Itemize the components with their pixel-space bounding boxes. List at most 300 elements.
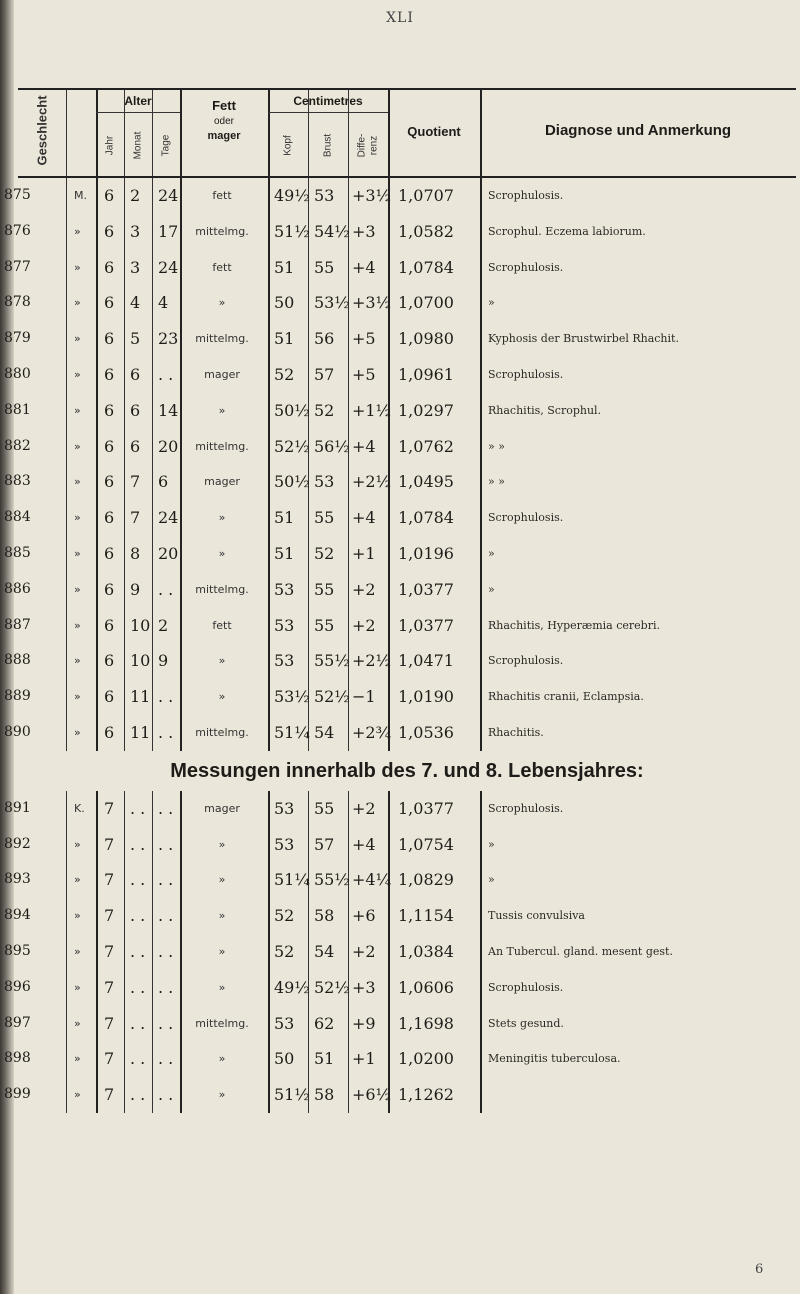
- measurement-table: [4, 88, 796, 1113]
- cell-sex: »: [74, 332, 81, 346]
- cell-m: . .: [130, 941, 146, 961]
- cell-q: 1,0377: [398, 798, 454, 818]
- table-row: [4, 250, 796, 286]
- cell-q: 1,0536: [398, 722, 454, 742]
- cell-q: 1,0784: [398, 508, 454, 528]
- cell-no: 875: [4, 187, 31, 203]
- cell-head: 50: [274, 1049, 295, 1069]
- cell-n: mager: [204, 801, 240, 815]
- cell-no: 881: [4, 401, 31, 418]
- cell-diag: Scrophulosis.: [488, 511, 564, 525]
- cell-m: 3: [130, 221, 141, 241]
- cell-m: 6: [130, 364, 141, 384]
- cell-sex: »: [74, 403, 81, 417]
- cell-diag: An Tubercul. gland. mesent gest.: [488, 944, 673, 958]
- cell-chest: 53: [314, 186, 335, 205]
- cell-d: 24: [158, 257, 179, 277]
- cell-sex: »: [74, 944, 81, 958]
- cell-q: 1,0606: [398, 977, 454, 997]
- cell-y: 7: [104, 870, 115, 890]
- table-row: [4, 679, 796, 715]
- table-row: [4, 898, 796, 934]
- cell-d: . .: [158, 798, 174, 818]
- cell-head: 51¼: [274, 870, 310, 890]
- cell-m: 7: [130, 508, 141, 528]
- cell-d: . .: [158, 906, 174, 926]
- cell-q: 1,1154: [398, 906, 454, 926]
- cell-n: »: [218, 296, 226, 310]
- table-header: [18, 88, 796, 178]
- cell-no: 887: [4, 616, 31, 633]
- cell-n: »: [218, 690, 226, 704]
- cell-sex: »: [74, 618, 81, 632]
- cell-n: »: [218, 654, 226, 668]
- table-row: [4, 429, 796, 465]
- cell-y: 6: [104, 436, 115, 456]
- cell-chest: 55: [314, 508, 335, 528]
- cell-sex: »: [74, 546, 81, 560]
- table-row: [4, 1006, 796, 1042]
- cell-diff: +9: [352, 1013, 376, 1033]
- cell-sex: »: [74, 1016, 81, 1030]
- cell-diff: +2½: [352, 472, 392, 492]
- cell-n: »: [218, 1088, 226, 1102]
- cell-head: 49½: [274, 977, 310, 997]
- cell-n: fett: [212, 618, 232, 632]
- cell-chest: 52: [314, 400, 335, 420]
- cell-y: 6: [104, 579, 115, 599]
- cell-no: 890: [4, 723, 31, 740]
- cell-diff: +2¾: [352, 722, 392, 742]
- cell-head: 53: [274, 798, 295, 818]
- cell-y: 6: [104, 722, 115, 742]
- cell-y: 6: [104, 364, 115, 384]
- cell-diff: +3½: [352, 293, 392, 313]
- cell-n: mager: [204, 367, 240, 381]
- cell-q: 1,0980: [398, 329, 454, 349]
- cell-d: 23: [158, 329, 179, 349]
- cell-diag: Stets gesund.: [488, 1016, 564, 1030]
- cell-chest: 58: [314, 1085, 335, 1105]
- cell-diff: +2½: [352, 651, 392, 671]
- cell-m: . .: [130, 977, 146, 997]
- rows-age-6: [4, 178, 796, 751]
- cell-sex: »: [74, 260, 81, 274]
- cell-head: 51: [274, 257, 295, 277]
- header-head: Kopf: [282, 135, 294, 156]
- cell-q: 1,0377: [398, 615, 454, 635]
- cell-d: . .: [158, 722, 174, 742]
- cell-head: 51½: [274, 221, 310, 241]
- cell-no: 892: [4, 835, 31, 852]
- cell-n: »: [218, 944, 226, 958]
- cell-no: 897: [4, 1014, 31, 1031]
- cell-diag: Scrophulosis.: [488, 367, 564, 381]
- cell-n: mittelmg.: [195, 439, 249, 453]
- cell-m: 5: [130, 329, 141, 349]
- cell-d: . .: [158, 834, 174, 854]
- cell-y: 7: [104, 977, 115, 997]
- cell-diff: +2: [352, 615, 376, 635]
- cell-m: 11: [130, 722, 151, 742]
- cell-diff: +4: [352, 834, 376, 854]
- cell-q: 1,0829: [398, 870, 454, 890]
- cell-sex: »: [74, 475, 81, 489]
- cell-chest: 57: [314, 364, 335, 384]
- cell-diag: Scrophulosis.: [488, 260, 564, 274]
- cell-n: »: [218, 837, 226, 851]
- cell-m: 6: [130, 400, 141, 420]
- cell-diff: +1: [352, 1049, 376, 1069]
- cell-d: . .: [158, 579, 174, 599]
- cell-y: 6: [104, 615, 115, 635]
- cell-q: 1,0297: [398, 400, 454, 420]
- cell-head: 53: [274, 579, 295, 599]
- table-row: [4, 536, 796, 572]
- cell-diag: »: [488, 546, 495, 560]
- cell-m: 8: [130, 543, 141, 563]
- cell-diff: +4: [352, 508, 376, 528]
- cell-no: 886: [4, 580, 31, 597]
- footer-page-number: 6: [755, 1262, 764, 1277]
- header-diff-a: Diffe-: [356, 133, 368, 158]
- header-sex: Geschlecht: [34, 95, 50, 166]
- cell-y: 6: [104, 257, 115, 277]
- cell-m: 10: [130, 615, 151, 635]
- cell-head: 50½: [274, 472, 310, 492]
- cell-diff: +2: [352, 941, 376, 961]
- cell-m: 10: [130, 651, 151, 671]
- cell-no: 879: [4, 330, 31, 347]
- table-row: [4, 285, 796, 321]
- cell-chest: 54½: [314, 221, 350, 241]
- cell-n: mittelmg.: [195, 224, 249, 238]
- table-row: [4, 393, 796, 429]
- cell-q: 1,0961: [398, 364, 454, 384]
- cell-diag: Scrophulosis.: [488, 801, 564, 815]
- table-row: [4, 572, 796, 608]
- cell-y: 6: [104, 293, 115, 313]
- cell-d: . .: [158, 364, 174, 384]
- cell-d: . .: [158, 1013, 174, 1033]
- table-row: [4, 827, 796, 863]
- cell-y: 7: [104, 906, 115, 926]
- cell-diag: Scrophulosis.: [488, 189, 564, 202]
- cell-sex: »: [74, 690, 81, 704]
- cell-head: 52: [274, 906, 295, 926]
- cell-y: 6: [104, 472, 115, 492]
- cell-diag: Tussis convulsiva: [488, 909, 585, 923]
- cell-diff: −1: [352, 687, 376, 707]
- cell-d: . .: [158, 977, 174, 997]
- cell-chest: 53: [314, 472, 335, 492]
- cell-no: 883: [4, 473, 31, 490]
- cell-y: 6: [104, 221, 115, 241]
- cell-diag: »: [488, 873, 495, 887]
- table-row: [4, 715, 796, 751]
- cell-diag: »: [488, 296, 495, 310]
- cell-chest: 55½: [314, 651, 350, 671]
- table-row: [4, 934, 796, 970]
- cell-d: 24: [158, 186, 179, 205]
- cell-q: 1,0384: [398, 941, 454, 961]
- cell-n: mager: [204, 475, 240, 489]
- header-age-day: Tage: [160, 134, 172, 157]
- cell-diag: Kyphosis der Brustwirbel Rhachit.: [488, 332, 679, 346]
- cell-chest: 55: [314, 798, 335, 818]
- table-row: [4, 1041, 796, 1077]
- cell-d: . .: [158, 1049, 174, 1069]
- cell-m: 9: [130, 579, 141, 599]
- table-row: [4, 862, 796, 898]
- cell-d: 20: [158, 543, 179, 563]
- cell-n: fett: [212, 189, 232, 202]
- cell-d: . .: [158, 1085, 174, 1105]
- cell-q: 1,0762: [398, 436, 454, 456]
- cell-diag: »: [488, 582, 495, 596]
- cell-diff: +4¼: [352, 870, 392, 890]
- cell-head: 53: [274, 1013, 295, 1033]
- cell-diag: Scrophulosis.: [488, 654, 564, 668]
- cell-q: 1,1698: [398, 1013, 454, 1033]
- table-row: [4, 608, 796, 644]
- cell-y: 6: [104, 186, 115, 205]
- cell-m: 2: [130, 186, 141, 205]
- cell-q: 1,0707: [398, 186, 454, 205]
- cell-q: 1,0582: [398, 221, 454, 241]
- cell-m: . .: [130, 834, 146, 854]
- cell-diff: +6½: [352, 1085, 392, 1105]
- cell-no: 878: [4, 294, 31, 311]
- cell-sex: K.: [74, 801, 85, 815]
- cell-d: 9: [158, 651, 169, 671]
- cell-diff: +1: [352, 543, 376, 563]
- cell-q: 1,0196: [398, 543, 454, 563]
- cell-m: . .: [130, 906, 146, 926]
- cell-diag: » »: [488, 475, 505, 489]
- cell-n: »: [218, 1052, 226, 1066]
- table-row: [4, 214, 796, 250]
- cell-m: 4: [130, 293, 141, 313]
- cell-sex: »: [74, 837, 81, 851]
- cell-m: 11: [130, 687, 151, 707]
- cell-sex: M.: [74, 189, 87, 202]
- header-nutrition-oder: oder: [213, 116, 234, 127]
- cell-y: 6: [104, 543, 115, 563]
- cell-y: 6: [104, 508, 115, 528]
- table-row: [4, 357, 796, 393]
- cell-chest: 55½: [314, 870, 350, 890]
- cell-sex: »: [74, 909, 81, 923]
- cell-diag: Rhachitis.: [488, 725, 544, 739]
- cell-chest: 62: [314, 1013, 335, 1033]
- cell-chest: 56½: [314, 436, 350, 456]
- cell-no: 885: [4, 544, 31, 561]
- header-age-group: Alter: [124, 94, 152, 108]
- cell-y: 7: [104, 834, 115, 854]
- cell-y: 7: [104, 1085, 115, 1105]
- cell-n: mittelmg.: [195, 725, 249, 739]
- table-row: [4, 970, 796, 1006]
- cell-m: 7: [130, 472, 141, 492]
- cell-diff: +5: [352, 364, 376, 384]
- cell-sex: »: [74, 296, 81, 310]
- cell-head: 51: [274, 329, 295, 349]
- table-row: [4, 643, 796, 679]
- cell-head: 49½: [274, 186, 310, 205]
- table-row: [4, 791, 796, 827]
- cell-chest: 57: [314, 834, 335, 854]
- cell-head: 51¼: [274, 722, 310, 742]
- header-chest: Brust: [322, 133, 334, 158]
- cell-chest: 58: [314, 906, 335, 926]
- cell-diff: +3: [352, 977, 376, 997]
- cell-sex: »: [74, 224, 81, 238]
- cell-m: . .: [130, 1049, 146, 1069]
- cell-diff: +2: [352, 798, 376, 818]
- cell-m: . .: [130, 1085, 146, 1105]
- cell-no: 882: [4, 437, 31, 454]
- cell-sex: »: [74, 725, 81, 739]
- cell-m: . .: [130, 798, 146, 818]
- table-row: [4, 178, 796, 214]
- cell-head: 50: [274, 293, 295, 313]
- cell-n: fett: [212, 260, 232, 274]
- cell-chest: 51: [314, 1049, 335, 1069]
- cell-sex: »: [74, 511, 81, 525]
- cell-diff: +1½: [352, 400, 392, 420]
- cell-diag: Scrophulosis.: [488, 980, 564, 994]
- cell-diff: +3½: [352, 186, 392, 205]
- cell-diag: Rhachitis, Hyperæmia cerebri.: [488, 618, 660, 632]
- cell-q: 1,0784: [398, 257, 454, 277]
- cell-head: 53: [274, 651, 295, 671]
- cell-n: »: [218, 980, 226, 994]
- page-header-number: XLI: [386, 10, 414, 26]
- cell-d: 24: [158, 508, 179, 528]
- cell-m: 6: [130, 436, 141, 456]
- cell-sex: »: [74, 582, 81, 596]
- cell-q: 1,0190: [398, 687, 454, 707]
- cell-head: 53: [274, 834, 295, 854]
- table-row: [4, 464, 796, 500]
- cell-head: 50½: [274, 400, 310, 420]
- cell-no: 891: [4, 799, 31, 816]
- cell-diff: +4: [352, 257, 376, 277]
- header-quotient: Quotient: [407, 124, 461, 139]
- cell-y: 7: [104, 798, 115, 818]
- cell-m: 3: [130, 257, 141, 277]
- cell-y: 7: [104, 941, 115, 961]
- cell-head: 51: [274, 543, 295, 563]
- cell-sex: »: [74, 1052, 81, 1066]
- cell-d: 2: [158, 615, 169, 635]
- cell-n: »: [218, 546, 226, 560]
- cell-n: »: [218, 403, 226, 417]
- cell-n: »: [218, 873, 226, 887]
- header-nutrition-fett: Fett: [212, 98, 236, 113]
- cell-no: 876: [4, 222, 31, 239]
- table-row: [4, 1077, 796, 1113]
- cell-chest: 52½: [314, 977, 350, 997]
- cell-chest: 56: [314, 329, 335, 349]
- header-nutrition-mager: mager: [207, 130, 241, 142]
- cell-diag: Scrophul. Eczema labiorum.: [488, 224, 646, 238]
- cell-y: 7: [104, 1013, 115, 1033]
- header-diagnosis: Diagnose und Anmerkung: [544, 122, 732, 139]
- cell-n: »: [218, 909, 226, 923]
- cell-chest: 52: [314, 543, 335, 563]
- cell-q: 1,1262: [398, 1085, 454, 1105]
- cell-n: mittelmg.: [195, 1016, 249, 1030]
- cell-diff: +5: [352, 329, 376, 349]
- table-row: [4, 500, 796, 536]
- header-centimetres-group: Centimetres: [293, 94, 363, 108]
- cell-q: 1,0377: [398, 579, 454, 599]
- cell-chest: 55: [314, 257, 335, 277]
- rows-age-7-8: [4, 791, 796, 1113]
- cell-m: . .: [130, 870, 146, 890]
- table-row: [4, 321, 796, 357]
- cell-n: »: [218, 511, 226, 525]
- cell-d: . .: [158, 941, 174, 961]
- cell-diag: »: [488, 837, 495, 851]
- cell-no: 898: [4, 1050, 31, 1067]
- cell-q: 1,0495: [398, 472, 454, 492]
- cell-diag: » »: [488, 439, 505, 453]
- cell-m: . .: [130, 1013, 146, 1033]
- cell-no: 895: [4, 942, 31, 959]
- cell-head: 51: [274, 508, 295, 528]
- cell-diag: Meningitis tuberculosa.: [488, 1052, 621, 1066]
- cell-diff: +2: [352, 579, 376, 599]
- cell-no: 893: [4, 871, 31, 888]
- cell-sex: »: [74, 873, 81, 887]
- cell-y: 6: [104, 651, 115, 671]
- cell-chest: 55: [314, 579, 335, 599]
- cell-d: . .: [158, 687, 174, 707]
- cell-no: 880: [4, 365, 31, 382]
- cell-diff: +3: [352, 221, 376, 241]
- cell-head: 52: [274, 941, 295, 961]
- cell-diff: +4: [352, 436, 376, 456]
- cell-d: . .: [158, 870, 174, 890]
- cell-chest: 54: [314, 941, 335, 961]
- cell-n: mittelmg.: [195, 332, 249, 346]
- cell-chest: 55: [314, 615, 335, 635]
- cell-y: 7: [104, 1049, 115, 1069]
- cell-q: 1,0754: [398, 834, 454, 854]
- cell-no: 896: [4, 978, 31, 995]
- cell-chest: 52½: [314, 687, 350, 707]
- header-age-year: Jahr: [104, 135, 116, 156]
- cell-no: 889: [4, 688, 31, 705]
- cell-no: 899: [4, 1086, 31, 1103]
- cell-head: 53: [274, 615, 295, 635]
- cell-d: 6: [158, 472, 169, 492]
- cell-diff: +6: [352, 906, 376, 926]
- cell-d: 17: [158, 221, 179, 241]
- cell-y: 6: [104, 687, 115, 707]
- header-age-month: Monat: [132, 131, 144, 160]
- cell-diag: Rhachitis cranii, Eclampsia.: [488, 690, 644, 704]
- cell-q: 1,0200: [398, 1049, 454, 1069]
- cell-sex: »: [74, 1088, 81, 1102]
- cell-chest: 53½: [314, 293, 350, 313]
- cell-no: 888: [4, 652, 31, 669]
- cell-n: mittelmg.: [195, 582, 249, 596]
- cell-head: 53½: [274, 687, 310, 707]
